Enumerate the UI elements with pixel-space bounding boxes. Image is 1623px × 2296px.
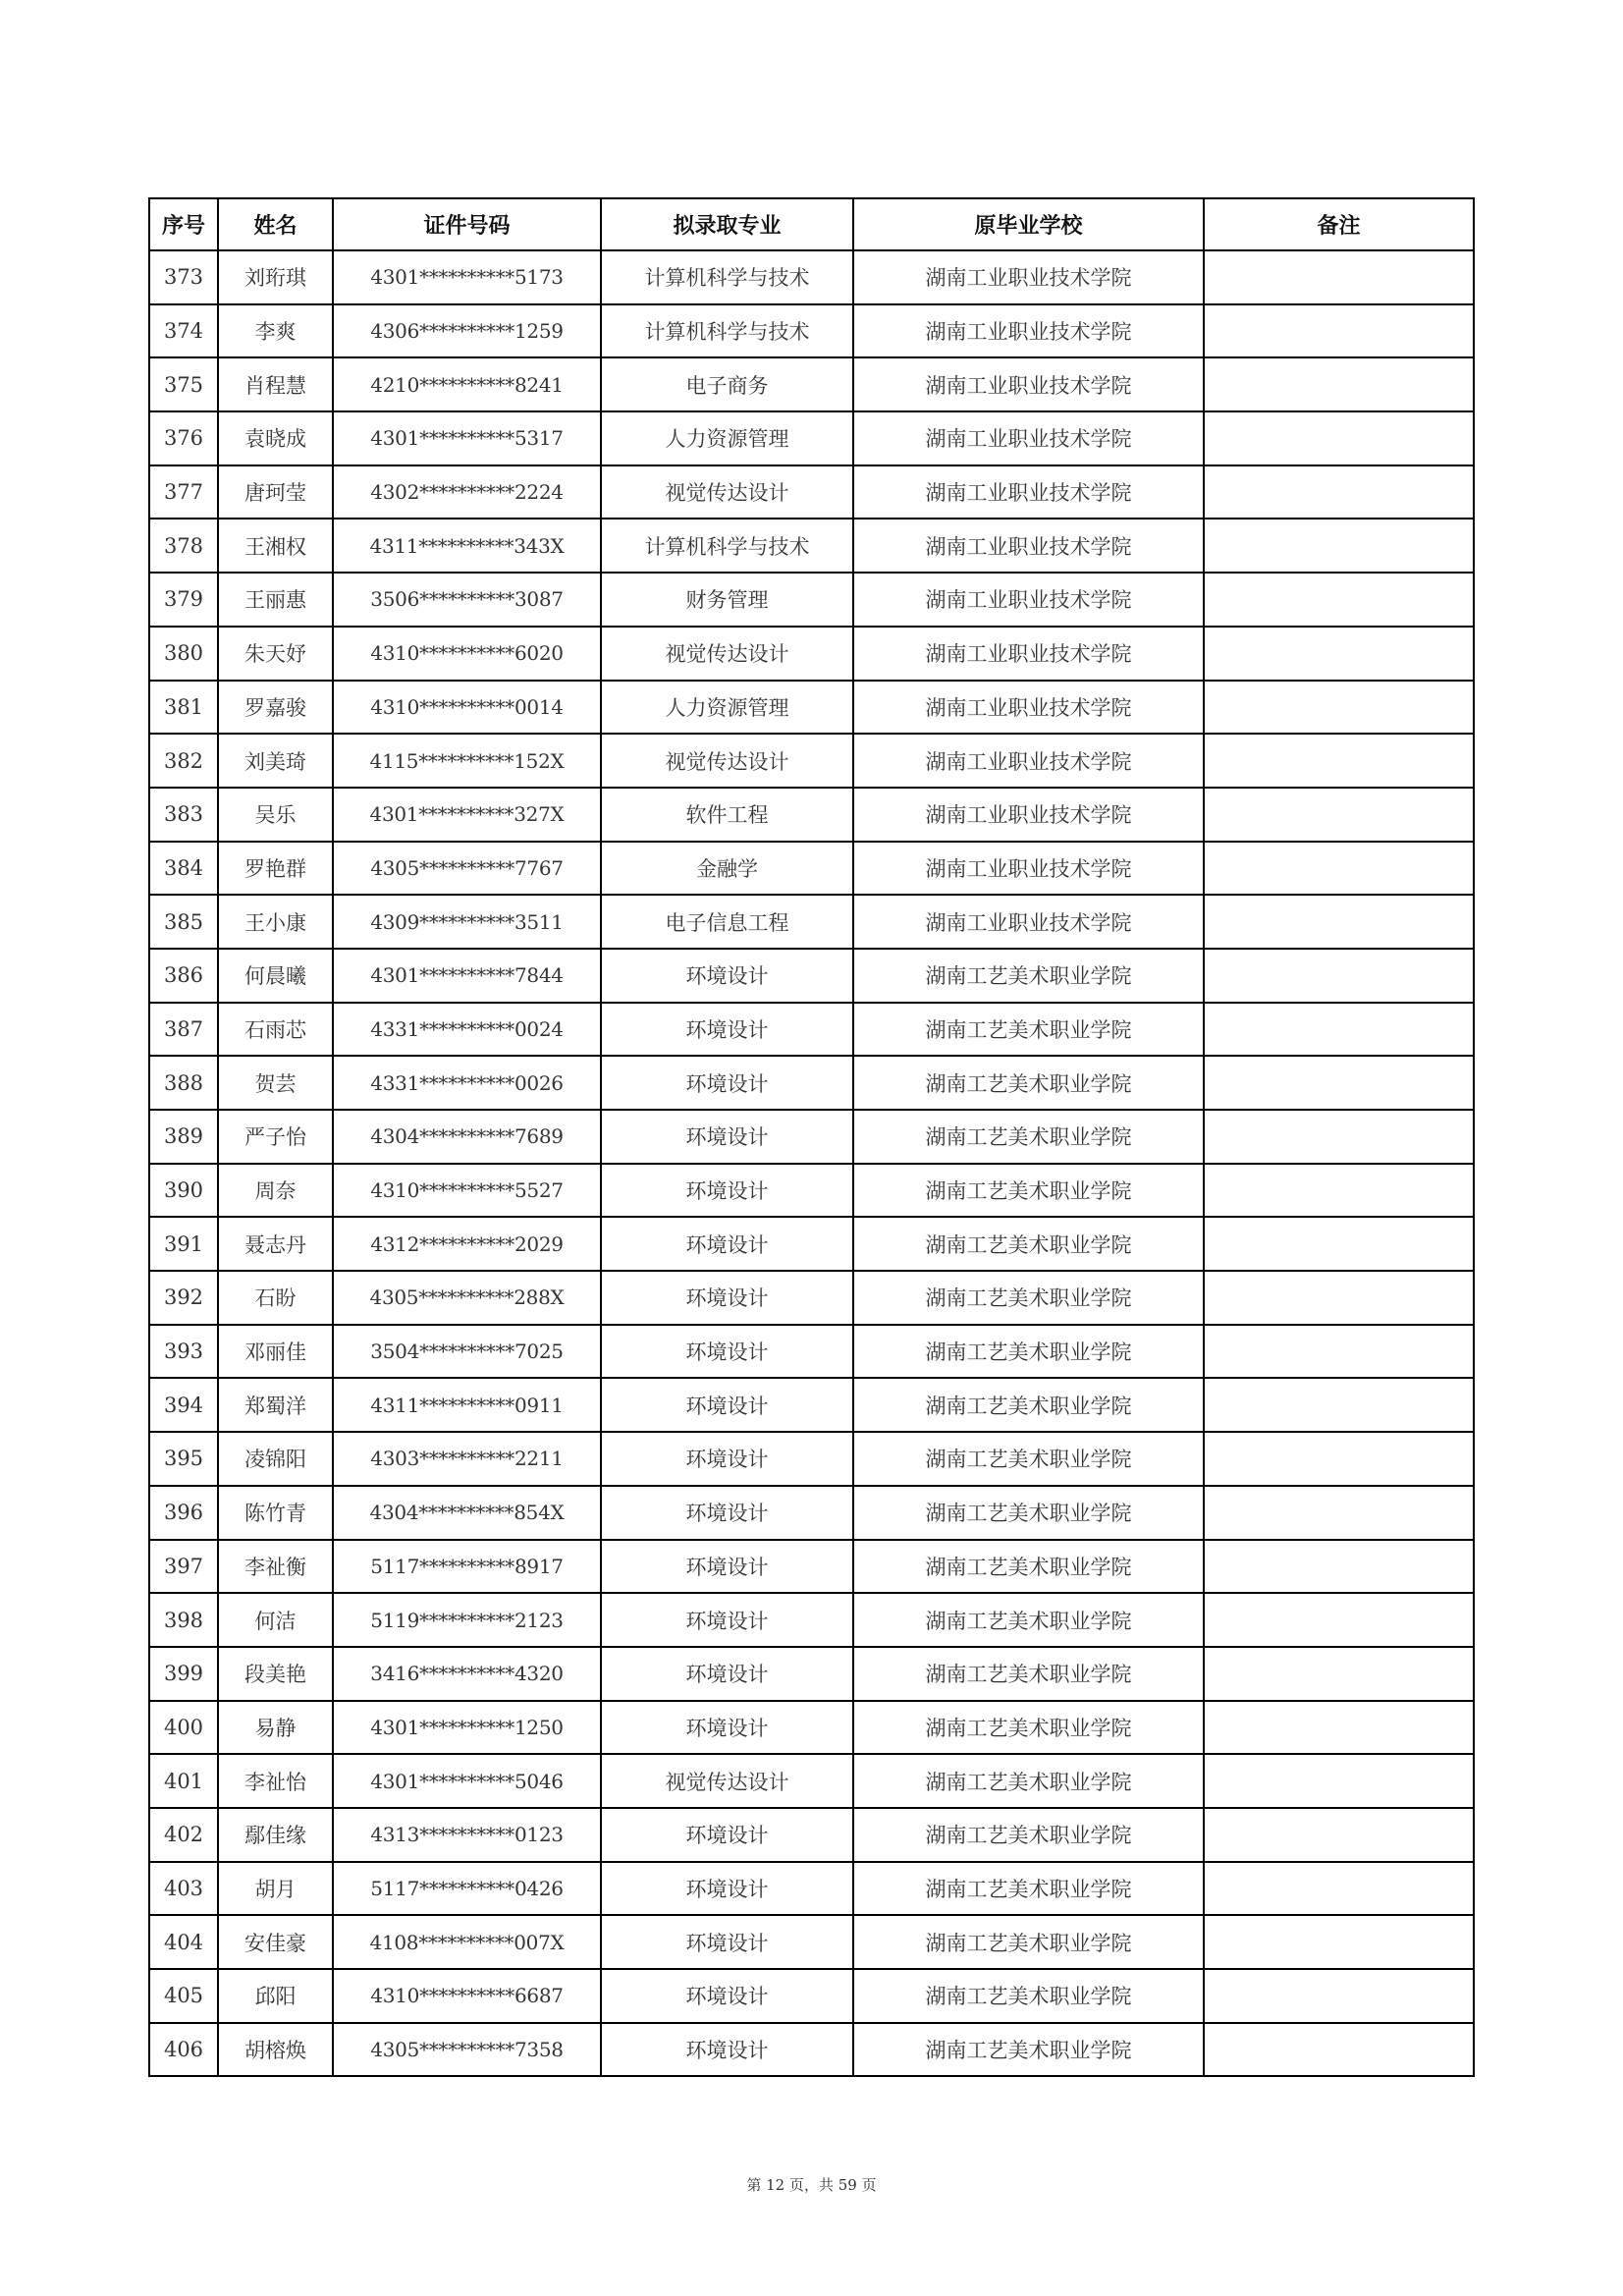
cell-id-number: 3416**********4320 [333, 1647, 601, 1701]
cell-major: 环境设计 [601, 1647, 853, 1701]
cell-seq: 402 [149, 1808, 218, 1862]
cell-school: 湖南工艺美术职业学院 [853, 1540, 1204, 1594]
header-seq: 序号 [149, 198, 218, 250]
cell-name: 唐珂莹 [218, 465, 333, 519]
cell-school: 湖南工艺美术职业学院 [853, 2023, 1204, 2077]
cell-major: 环境设计 [601, 1325, 853, 1379]
cell-id-number: 4301**********1250 [333, 1701, 601, 1755]
cell-school: 湖南工业职业技术学院 [853, 681, 1204, 735]
cell-remarks [1204, 949, 1474, 1003]
cell-major: 环境设计 [601, 1271, 853, 1325]
table-row [149, 895, 1474, 949]
cell-name: 胡榕焕 [218, 2023, 333, 2077]
cell-id-number: 5117**********8917 [333, 1540, 601, 1594]
header-school: 原毕业学校 [853, 198, 1204, 250]
cell-seq: 400 [149, 1701, 218, 1755]
cell-major: 电子商务 [601, 357, 853, 411]
table-row [149, 573, 1474, 627]
cell-remarks [1204, 842, 1474, 896]
cell-id-number: 4331**********0026 [333, 1056, 601, 1110]
cell-id-number: 4313**********0123 [333, 1808, 601, 1862]
table-row [149, 1003, 1474, 1057]
header-remarks: 备注 [1204, 198, 1474, 250]
cell-id-number: 4311**********343X [333, 519, 601, 573]
cell-seq: 406 [149, 2023, 218, 2077]
table-row [149, 411, 1474, 465]
cell-remarks [1204, 1432, 1474, 1486]
cell-name: 石盼 [218, 1271, 333, 1325]
table-row [149, 304, 1474, 358]
cell-seq: 396 [149, 1486, 218, 1540]
cell-seq: 374 [149, 304, 218, 358]
cell-remarks [1204, 411, 1474, 465]
table-row [149, 519, 1474, 573]
cell-name: 聂志丹 [218, 1217, 333, 1271]
cell-name: 陈竹青 [218, 1486, 333, 1540]
cell-id-number: 4115**********152X [333, 734, 601, 788]
table-row [149, 1486, 1474, 1540]
cell-major: 视觉传达设计 [601, 734, 853, 788]
table-row [149, 1754, 1474, 1808]
cell-seq: 403 [149, 1862, 218, 1916]
table-row [149, 1915, 1474, 1969]
cell-seq: 399 [149, 1647, 218, 1701]
table-row [149, 1378, 1474, 1432]
table-row [149, 2023, 1474, 2077]
cell-id-number: 4301**********7844 [333, 949, 601, 1003]
cell-major: 环境设计 [601, 2023, 853, 2077]
cell-school: 湖南工艺美术职业学院 [853, 1915, 1204, 1969]
cell-id-number: 4331**********0024 [333, 1003, 601, 1057]
cell-major: 视觉传达设计 [601, 1754, 853, 1808]
cell-name: 郑蜀洋 [218, 1378, 333, 1432]
cell-remarks [1204, 573, 1474, 627]
cell-major: 视觉传达设计 [601, 465, 853, 519]
cell-seq: 388 [149, 1056, 218, 1110]
table-row [149, 250, 1474, 304]
cell-remarks [1204, 1915, 1474, 1969]
cell-school: 湖南工艺美术职业学院 [853, 1486, 1204, 1540]
cell-major: 环境设计 [601, 1164, 853, 1218]
cell-remarks [1204, 734, 1474, 788]
cell-name: 肖程慧 [218, 357, 333, 411]
cell-school: 湖南工业职业技术学院 [853, 734, 1204, 788]
cell-seq: 398 [149, 1593, 218, 1647]
cell-id-number: 4311**********0911 [333, 1378, 601, 1432]
cell-seq: 390 [149, 1164, 218, 1218]
cell-remarks [1204, 895, 1474, 949]
cell-name: 凌锦阳 [218, 1432, 333, 1486]
cell-name: 段美艳 [218, 1647, 333, 1701]
cell-school: 湖南工艺美术职业学院 [853, 1110, 1204, 1164]
cell-major: 金融学 [601, 842, 853, 896]
cell-name: 安佳豪 [218, 1915, 333, 1969]
table-row [149, 357, 1474, 411]
cell-seq: 377 [149, 465, 218, 519]
cell-remarks [1204, 357, 1474, 411]
cell-remarks [1204, 1217, 1474, 1271]
cell-school: 湖南工艺美术职业学院 [853, 1003, 1204, 1057]
cell-id-number: 4302**********2224 [333, 465, 601, 519]
cell-seq: 391 [149, 1217, 218, 1271]
cell-remarks [1204, 1164, 1474, 1218]
cell-remarks [1204, 1969, 1474, 2023]
cell-id-number: 4310**********0014 [333, 681, 601, 735]
cell-major: 计算机科学与技术 [601, 250, 853, 304]
cell-id-number: 4108**********007X [333, 1915, 601, 1969]
cell-name: 严子怡 [218, 1110, 333, 1164]
table-row [149, 1164, 1474, 1218]
cell-school: 湖南工艺美术职业学院 [853, 1754, 1204, 1808]
cell-id-number: 5119**********2123 [333, 1593, 601, 1647]
table-row [149, 1808, 1474, 1862]
cell-name: 石雨芯 [218, 1003, 333, 1057]
header-name: 姓名 [218, 198, 333, 250]
cell-major: 计算机科学与技术 [601, 519, 853, 573]
cell-major: 环境设计 [601, 1540, 853, 1594]
cell-id-number: 4310**********6687 [333, 1969, 601, 2023]
cell-seq: 394 [149, 1378, 218, 1432]
cell-school: 湖南工艺美术职业学院 [853, 1164, 1204, 1218]
cell-school: 湖南工业职业技术学院 [853, 519, 1204, 573]
cell-remarks [1204, 1540, 1474, 1594]
cell-remarks [1204, 681, 1474, 735]
cell-school: 湖南工艺美术职业学院 [853, 1271, 1204, 1325]
cell-name: 刘珩琪 [218, 250, 333, 304]
cell-remarks [1204, 1593, 1474, 1647]
cell-id-number: 3504**********7025 [333, 1325, 601, 1379]
cell-id-number: 4310**********6020 [333, 627, 601, 681]
cell-school: 湖南工业职业技术学院 [853, 465, 1204, 519]
cell-major: 环境设计 [601, 1862, 853, 1916]
cell-seq: 404 [149, 1915, 218, 1969]
page-number: 第 12 页，共 59 页 [746, 2176, 877, 2194]
cell-major: 环境设计 [601, 1808, 853, 1862]
cell-name: 易静 [218, 1701, 333, 1755]
table-row [149, 627, 1474, 681]
table-row [149, 1969, 1474, 2023]
cell-major: 环境设计 [601, 1056, 853, 1110]
cell-seq: 373 [149, 250, 218, 304]
cell-seq: 395 [149, 1432, 218, 1486]
cell-name: 何洁 [218, 1593, 333, 1647]
cell-name: 李祉衡 [218, 1540, 333, 1594]
cell-major: 环境设计 [601, 1701, 853, 1755]
cell-name: 邓丽佳 [218, 1325, 333, 1379]
cell-school: 湖南工艺美术职业学院 [853, 1593, 1204, 1647]
cell-remarks [1204, 1325, 1474, 1379]
cell-seq: 384 [149, 842, 218, 896]
table-row [149, 949, 1474, 1003]
cell-name: 贺芸 [218, 1056, 333, 1110]
cell-name: 鄢佳缘 [218, 1808, 333, 1862]
cell-remarks [1204, 1701, 1474, 1755]
cell-school: 湖南工艺美术职业学院 [853, 1701, 1204, 1755]
cell-name: 刘美琦 [218, 734, 333, 788]
cell-id-number: 4301**********327X [333, 788, 601, 842]
cell-major: 环境设计 [601, 1915, 853, 1969]
cell-remarks [1204, 1754, 1474, 1808]
cell-seq: 389 [149, 1110, 218, 1164]
cell-remarks [1204, 1003, 1474, 1057]
cell-name: 周奈 [218, 1164, 333, 1218]
table-row [149, 1593, 1474, 1647]
cell-school: 湖南工艺美术职业学院 [853, 1378, 1204, 1432]
cell-id-number: 4303**********2211 [333, 1432, 601, 1486]
table-row [149, 1540, 1474, 1594]
cell-id-number: 4301**********5046 [333, 1754, 601, 1808]
cell-remarks [1204, 1486, 1474, 1540]
cell-name: 朱天妤 [218, 627, 333, 681]
cell-major: 环境设计 [601, 1969, 853, 2023]
cell-remarks [1204, 250, 1474, 304]
cell-id-number: 4304**********854X [333, 1486, 601, 1540]
cell-id-number: 4301**********5317 [333, 411, 601, 465]
table-row [149, 1217, 1474, 1271]
cell-remarks [1204, 519, 1474, 573]
cell-major: 环境设计 [601, 1003, 853, 1057]
cell-id-number: 4310**********5527 [333, 1164, 601, 1218]
cell-id-number: 4304**********7689 [333, 1110, 601, 1164]
cell-remarks [1204, 627, 1474, 681]
cell-seq: 380 [149, 627, 218, 681]
cell-name: 何晨曦 [218, 949, 333, 1003]
cell-major: 电子信息工程 [601, 895, 853, 949]
cell-school: 湖南工艺美术职业学院 [853, 1325, 1204, 1379]
cell-remarks [1204, 1110, 1474, 1164]
cell-school: 湖南工艺美术职业学院 [853, 1217, 1204, 1271]
table-row [149, 1056, 1474, 1110]
cell-seq: 381 [149, 681, 218, 735]
cell-major: 环境设计 [601, 1378, 853, 1432]
cell-school: 湖南工艺美术职业学院 [853, 1056, 1204, 1110]
table-row [149, 734, 1474, 788]
cell-major: 软件工程 [601, 788, 853, 842]
cell-major: 环境设计 [601, 1110, 853, 1164]
cell-name: 袁晓成 [218, 411, 333, 465]
cell-school: 湖南工业职业技术学院 [853, 788, 1204, 842]
table-row [149, 788, 1474, 842]
cell-major: 人力资源管理 [601, 411, 853, 465]
cell-id-number: 4210**********8241 [333, 357, 601, 411]
cell-school: 湖南工业职业技术学院 [853, 627, 1204, 681]
cell-major: 环境设计 [601, 1217, 853, 1271]
cell-remarks [1204, 788, 1474, 842]
cell-name: 胡月 [218, 1862, 333, 1916]
cell-school: 湖南工业职业技术学院 [853, 250, 1204, 304]
cell-name: 王丽惠 [218, 573, 333, 627]
table-row [149, 1701, 1474, 1755]
cell-school: 湖南工艺美术职业学院 [853, 1432, 1204, 1486]
cell-remarks [1204, 1378, 1474, 1432]
cell-major: 财务管理 [601, 573, 853, 627]
cell-remarks [1204, 1271, 1474, 1325]
table-body [149, 250, 1474, 2076]
cell-seq: 386 [149, 949, 218, 1003]
cell-id-number: 5117**********0426 [333, 1862, 601, 1916]
cell-seq: 397 [149, 1540, 218, 1594]
table-header-row [149, 198, 1474, 250]
cell-name: 王小康 [218, 895, 333, 949]
cell-school: 湖南工艺美术职业学院 [853, 1862, 1204, 1916]
table-row [149, 681, 1474, 735]
table-row [149, 465, 1474, 519]
cell-school: 湖南工业职业技术学院 [853, 411, 1204, 465]
cell-seq: 375 [149, 357, 218, 411]
table-row [149, 1271, 1474, 1325]
cell-major: 人力资源管理 [601, 681, 853, 735]
cell-major: 环境设计 [601, 1486, 853, 1540]
cell-school: 湖南工业职业技术学院 [853, 304, 1204, 358]
cell-school: 湖南工业职业技术学院 [853, 842, 1204, 896]
cell-name: 吴乐 [218, 788, 333, 842]
cell-name: 李祉怡 [218, 1754, 333, 1808]
cell-remarks [1204, 465, 1474, 519]
cell-seq: 382 [149, 734, 218, 788]
cell-id-number: 3506**********3087 [333, 573, 601, 627]
cell-school: 湖南工业职业技术学院 [853, 895, 1204, 949]
cell-major: 环境设计 [601, 1593, 853, 1647]
cell-name: 邱阳 [218, 1969, 333, 2023]
cell-major: 环境设计 [601, 1432, 853, 1486]
cell-name: 罗艳群 [218, 842, 333, 896]
cell-id-number: 4305**********288X [333, 1271, 601, 1325]
cell-remarks [1204, 1808, 1474, 1862]
table-row [149, 1110, 1474, 1164]
cell-seq: 392 [149, 1271, 218, 1325]
cell-remarks [1204, 1862, 1474, 1916]
table-row [149, 1647, 1474, 1701]
cell-id-number: 4301**********5173 [333, 250, 601, 304]
cell-name: 罗嘉骏 [218, 681, 333, 735]
cell-major: 视觉传达设计 [601, 627, 853, 681]
cell-school: 湖南工艺美术职业学院 [853, 949, 1204, 1003]
header-major: 拟录取专业 [601, 198, 853, 250]
cell-remarks [1204, 304, 1474, 358]
cell-seq: 385 [149, 895, 218, 949]
cell-seq: 401 [149, 1754, 218, 1808]
cell-remarks [1204, 1647, 1474, 1701]
admission-list-table [148, 197, 1475, 2077]
cell-school: 湖南工业职业技术学院 [853, 573, 1204, 627]
table-row [149, 842, 1474, 896]
cell-seq: 405 [149, 1969, 218, 2023]
cell-id-number: 4305**********7767 [333, 842, 601, 896]
cell-school: 湖南工艺美术职业学院 [853, 1969, 1204, 2023]
cell-seq: 393 [149, 1325, 218, 1379]
cell-id-number: 4306**********1259 [333, 304, 601, 358]
cell-school: 湖南工艺美术职业学院 [853, 1647, 1204, 1701]
cell-remarks [1204, 1056, 1474, 1110]
cell-name: 王湘权 [218, 519, 333, 573]
cell-id-number: 4309**********3511 [333, 895, 601, 949]
cell-id-number: 4312**********2029 [333, 1217, 601, 1271]
cell-school: 湖南工艺美术职业学院 [853, 1808, 1204, 1862]
cell-school: 湖南工业职业技术学院 [853, 357, 1204, 411]
cell-id-number: 4305**********7358 [333, 2023, 601, 2077]
cell-major: 环境设计 [601, 949, 853, 1003]
table-row [149, 1862, 1474, 1916]
cell-seq: 378 [149, 519, 218, 573]
header-id-number: 证件号码 [333, 198, 601, 250]
table-row [149, 1432, 1474, 1486]
cell-seq: 387 [149, 1003, 218, 1057]
cell-seq: 379 [149, 573, 218, 627]
cell-seq: 376 [149, 411, 218, 465]
cell-seq: 383 [149, 788, 218, 842]
cell-major: 计算机科学与技术 [601, 304, 853, 358]
table-row [149, 1325, 1474, 1379]
cell-remarks [1204, 2023, 1474, 2077]
cell-name: 李爽 [218, 304, 333, 358]
